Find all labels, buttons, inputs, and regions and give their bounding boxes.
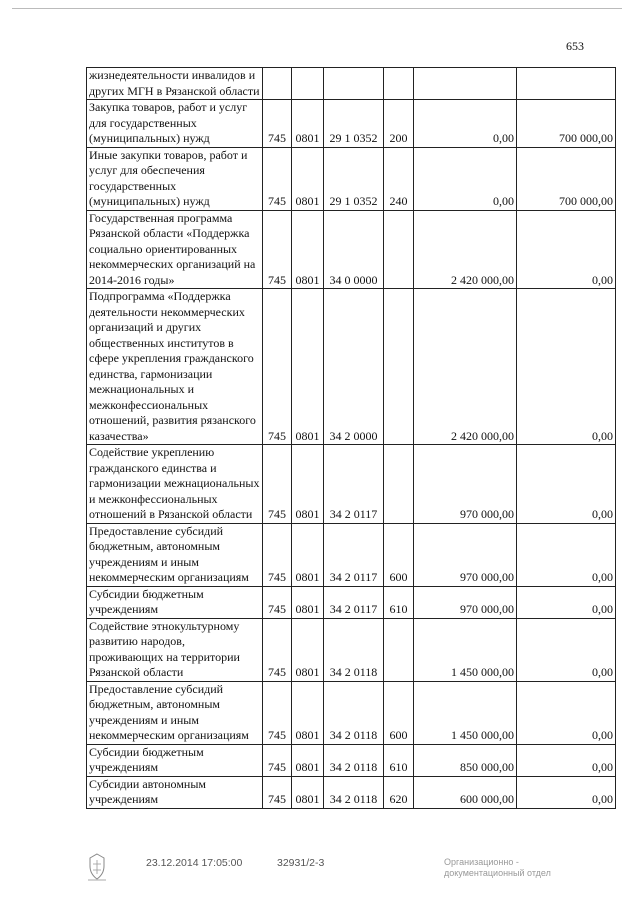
table-row [87,445,616,524]
cell-amount-1: 1 450 000,00 [414,618,517,681]
cell-expense-type: 620 [384,776,414,808]
cell-amount-1: 970 000,00 [414,586,517,618]
cell-amount-2 [517,68,616,100]
stamp-line-1: Организационно - [444,857,519,867]
cell-section: 0801 [292,776,324,808]
table-row [87,744,616,776]
cell-ministry: 745 [263,776,292,808]
cell-amount-1: 970 000,00 [414,445,517,524]
cell-section: 0801 [292,618,324,681]
cell-amount-1: 2 420 000,00 [414,289,517,445]
table-row [87,210,616,289]
cell-amount-2: 0,00 [517,210,616,289]
table-row [87,147,616,210]
cell-amount-1 [414,68,517,100]
cell-expense-type [384,618,414,681]
cell-amount-2: 700 000,00 [517,100,616,148]
cell-amount-2: 0,00 [517,618,616,681]
cell-amount-2: 700 000,00 [517,147,616,210]
coat-of-arms-icon [84,852,110,882]
cell-name: Предоставление субсидий бюджетным, автономным учреждениям и иным некоммерческим организациям [87,681,263,744]
cell-name: Содействие укреплению гражданского единства и гармонизации межнациональных и межконфессиональных отношений в Рязанской области [87,445,263,524]
cell-amount-1: 2 420 000,00 [414,210,517,289]
cell-article: 34 2 0117 [324,523,384,586]
cell-ministry: 745 [263,147,292,210]
cell-expense-type [384,445,414,524]
cell-amount-2: 0,00 [517,744,616,776]
cell-section: 0801 [292,445,324,524]
table-row [87,68,616,100]
cell-name: жизнедеятельности инвалидов и других МГН в Рязанской области [87,68,263,100]
cell-ministry: 745 [263,744,292,776]
stamp-line-2: документационный отдел [444,868,551,878]
cell-section: 0801 [292,681,324,744]
table-row [87,618,616,681]
cell-amount-1: 0,00 [414,147,517,210]
cell-article: 34 2 0117 [324,445,384,524]
page-number: 653 [566,39,584,53]
cell-article: 29 1 0352 [324,100,384,148]
top-border-line [12,8,622,9]
cell-section [292,68,324,100]
cell-article: 34 2 0000 [324,289,384,445]
cell-article: 34 2 0117 [324,586,384,618]
cell-name: Подпрограмма «Поддержка деятельности некоммерческих организаций и других общественных институтов в сфере укрепления гражданского единства, гармонизации межнациональных и межконфессиональных отношений, развития рязанского казачества» [87,289,263,445]
cell-article: 34 2 0118 [324,681,384,744]
cell-ministry: 745 [263,100,292,148]
cell-article: 34 0 0000 [324,210,384,289]
cell-expense-type: 600 [384,681,414,744]
cell-ministry: 745 [263,586,292,618]
table-row [87,100,616,148]
cell-article: 34 2 0118 [324,618,384,681]
cell-ministry: 745 [263,681,292,744]
cell-expense-type: 610 [384,586,414,618]
cell-name: Государственная программа Рязанской области «Поддержка социально ориентированных некоммерческих организаций на 2014-2016 годы» [87,210,263,289]
budget-table [86,67,616,809]
cell-expense-type [384,210,414,289]
table-row [87,586,616,618]
cell-amount-2: 0,00 [517,445,616,524]
cell-expense-type [384,289,414,445]
cell-amount-1: 970 000,00 [414,523,517,586]
cell-article: 34 2 0118 [324,776,384,808]
cell-ministry: 745 [263,445,292,524]
cell-name: Субсидии бюджетным учреждениям [87,586,263,618]
cell-name: Содействие этнокультурному развитию народов, проживающих на территории Рязанской области [87,618,263,681]
cell-ministry [263,68,292,100]
cell-article: 34 2 0118 [324,744,384,776]
cell-amount-2: 0,00 [517,523,616,586]
cell-ministry: 745 [263,523,292,586]
table-row [87,523,616,586]
cell-amount-1: 600 000,00 [414,776,517,808]
cell-amount-2: 0,00 [517,776,616,808]
cell-amount-1: 0,00 [414,100,517,148]
footer-department-stamp [444,857,551,879]
footer-doc-code: 32931/2-3 [277,857,325,869]
cell-name: Субсидии автономным учреждениям [87,776,263,808]
cell-expense-type [384,68,414,100]
footer-timestamp: 23.12.2014 17:05:00 [146,857,243,869]
cell-expense-type: 200 [384,100,414,148]
cell-section: 0801 [292,210,324,289]
cell-section: 0801 [292,100,324,148]
cell-section: 0801 [292,523,324,586]
cell-amount-2: 0,00 [517,586,616,618]
table-row [87,289,616,445]
cell-expense-type: 610 [384,744,414,776]
cell-name: Закупка товаров, работ и услуг для государственных (муниципальных) нужд [87,100,263,148]
table-row [87,776,616,808]
cell-ministry: 745 [263,618,292,681]
cell-amount-1: 850 000,00 [414,744,517,776]
cell-section: 0801 [292,744,324,776]
cell-name: Субсидии бюджетным учреждениям [87,744,263,776]
cell-expense-type: 600 [384,523,414,586]
cell-article [324,68,384,100]
cell-ministry: 745 [263,289,292,445]
table-row [87,681,616,744]
cell-amount-2: 0,00 [517,289,616,445]
cell-section: 0801 [292,586,324,618]
cell-section: 0801 [292,289,324,445]
cell-ministry: 745 [263,210,292,289]
cell-section: 0801 [292,147,324,210]
cell-amount-1: 1 450 000,00 [414,681,517,744]
cell-amount-2: 0,00 [517,681,616,744]
cell-name: Иные закупки товаров, работ и услуг для обеспечения государственных (муниципальных) нужд [87,147,263,210]
cell-name: Предоставление субсидий бюджетным, автономным учреждениям и иным некоммерческим организациям [87,523,263,586]
cell-expense-type: 240 [384,147,414,210]
cell-article: 29 1 0352 [324,147,384,210]
